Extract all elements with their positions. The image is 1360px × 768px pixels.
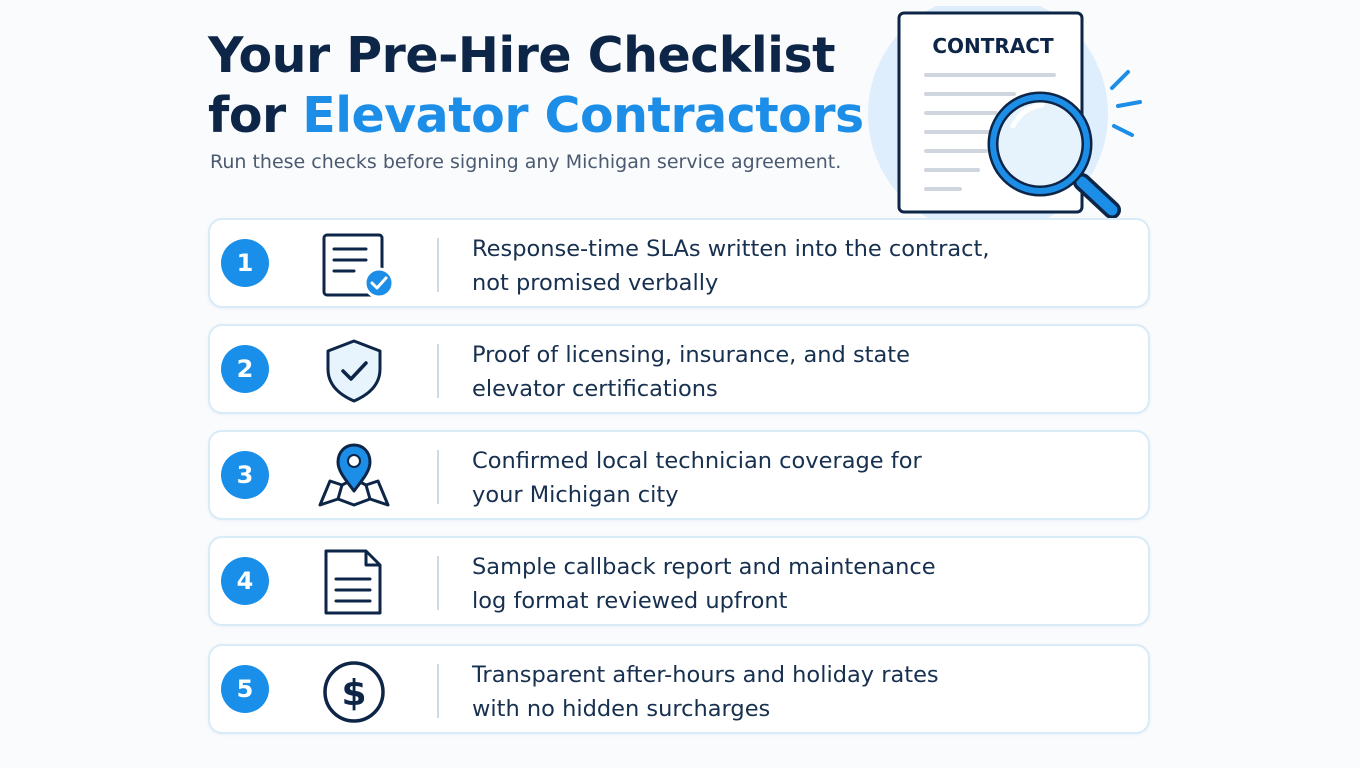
document-check-icon (314, 231, 394, 297)
checklist-text: Transparent after-hours and holiday rates with no hidden surcharges (472, 662, 939, 722)
checklist-text: Response-time SLAs written into the contract, not promised verbally (472, 236, 990, 296)
checklist-item (208, 644, 1150, 734)
checklist-item (208, 536, 1150, 626)
svg-text:$: $ (341, 673, 367, 714)
row-divider (437, 344, 439, 398)
title-line-1: Your Pre-Hire Checklist (208, 27, 836, 84)
step-number-badge: 3 (221, 451, 269, 499)
title-line-2-accent: Elevator Contractors (302, 87, 864, 144)
document-icon (314, 549, 394, 615)
checklist-item (208, 324, 1150, 414)
page-subtitle: Run these checks before signing any Michigan service agreement. (210, 151, 842, 173)
checklist-text: Sample callback report and maintenance log format reviewed upfront (472, 554, 936, 614)
dollar-circle-icon (314, 657, 394, 723)
row-divider (437, 556, 439, 610)
row-divider (437, 450, 439, 504)
step-number-badge: 1 (221, 239, 269, 287)
page-title (208, 26, 864, 146)
row-divider (437, 238, 439, 292)
title-line-2-prefix: for (208, 87, 286, 144)
checklist-item (208, 218, 1150, 308)
shield-check-icon (314, 337, 394, 403)
row-divider (437, 664, 439, 718)
checklist-item (208, 430, 1150, 520)
step-number-badge: 4 (221, 557, 269, 605)
hero-illustration (862, 6, 1152, 224)
checklist-text: Confirmed local technician coverage for your Michigan city (472, 448, 922, 508)
contract-label: CONTRACT (932, 34, 1054, 58)
checklist-text: Proof of licensing, insurance, and state elevator certifications (472, 342, 910, 402)
step-number-badge: 2 (221, 345, 269, 393)
map-pin-icon (314, 443, 394, 509)
step-number-badge: 5 (221, 665, 269, 713)
sparkle-icon (1112, 72, 1140, 135)
